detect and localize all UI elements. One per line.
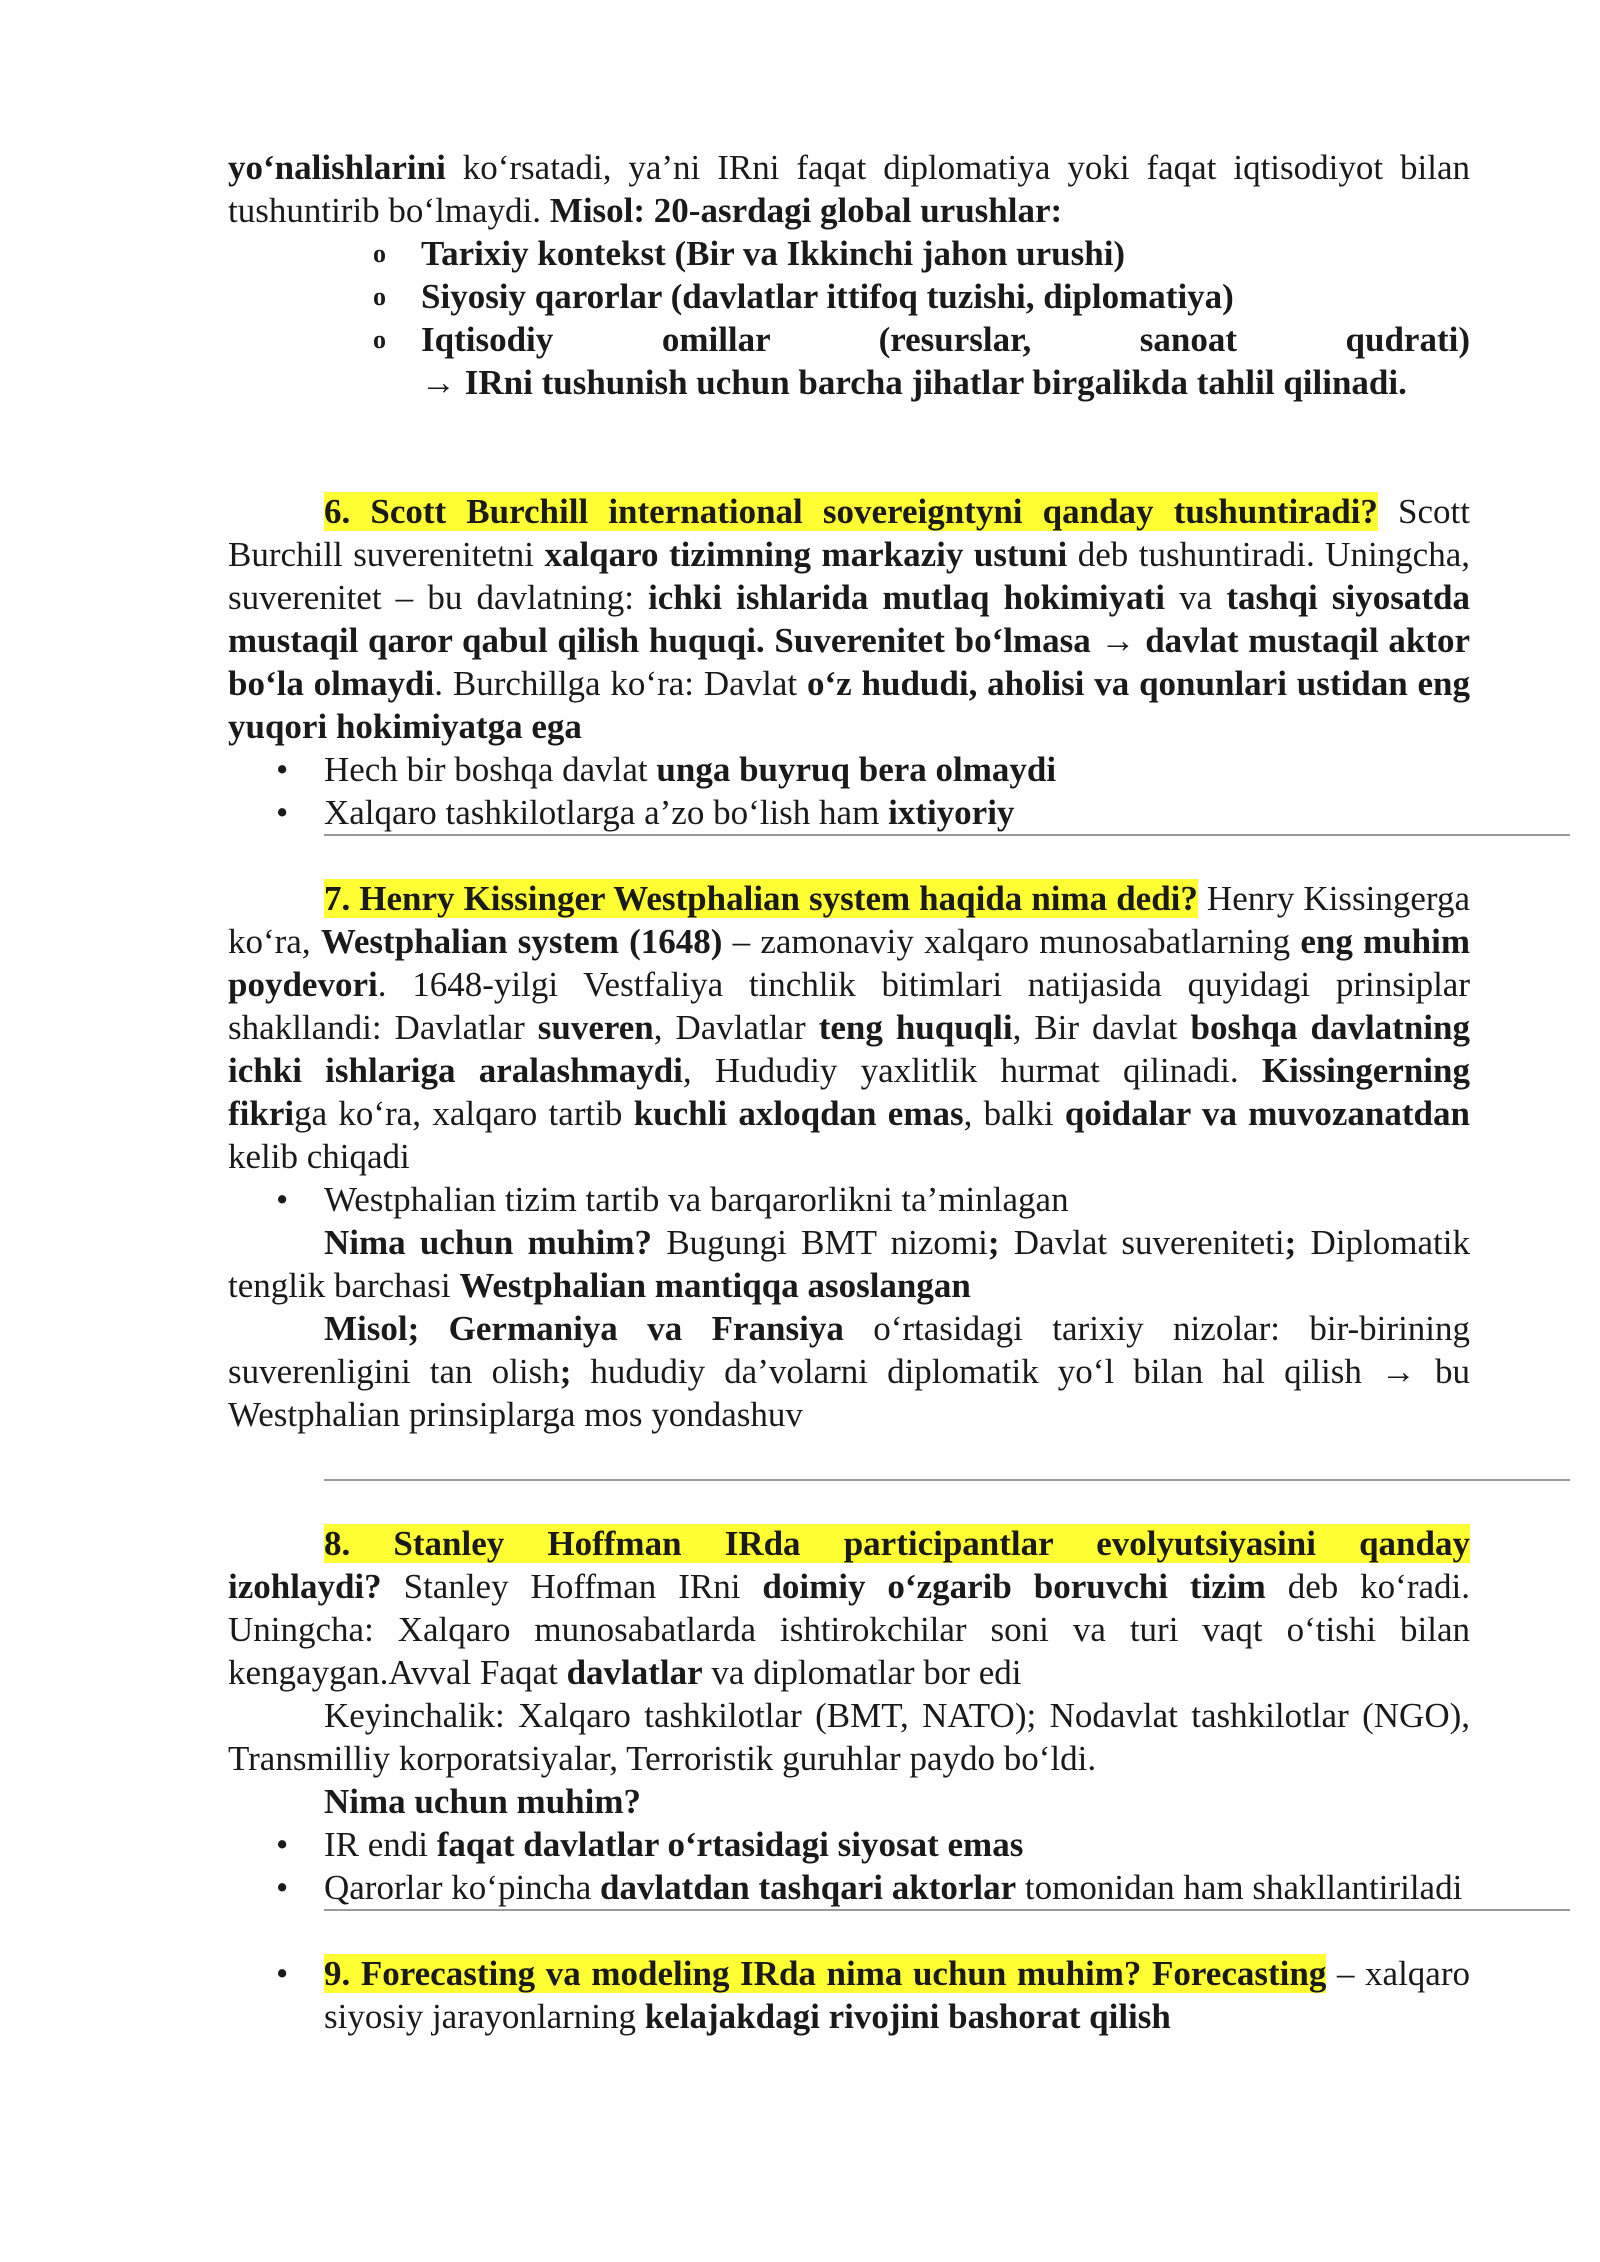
text: Keyinchalik: Xalqaro tashkilotlar (BMT, NATO); Nodavlat tashkilotlar (NGO), Transmilliy korporatsiyalar, Terroristik guruhlar paydo bo‘ldi. — [228, 1696, 1470, 1778]
text: ko‘rsatadi, ya’ni IRni faqat diplomatiya yoki faqat iqtisodiyot bilan tushuntirib bo‘lmaydi. — [228, 148, 1470, 230]
bold-term: Kissingerning fikri — [228, 1051, 1470, 1133]
bold-term: teng huquqli — [818, 1008, 1013, 1047]
q6-bullets — [228, 748, 1470, 834]
q7-paragraph — [228, 877, 1470, 1178]
bold-term: xalqaro tizimning markaziy ustuni — [544, 535, 1068, 574]
text: Xalqaro tashkilotlarga a’zo bo‘lish ham — [324, 793, 889, 832]
bullet-dot-icon: • — [276, 1180, 289, 1219]
bold-term: Misol; Germaniya va Fransiya — [324, 1309, 844, 1348]
bold-term: tashqi siyosatda mustaqil qaror qabul qilish huquqi. Suverenitet bo‘lmasa → davlat mustaqil aktor bo‘la olmaydi — [228, 578, 1470, 703]
list-item — [228, 1952, 1470, 2038]
bullet-dot-icon: • — [276, 1868, 289, 1907]
text: o‘rtasidagi tarixiy nizolar: bir-birining suverenligini tan olish — [228, 1309, 1471, 1391]
text: Stanley Hoffman IRni — [381, 1567, 763, 1606]
bold-term: Westphalian system (1648) — [320, 922, 723, 961]
q6-paragraph — [228, 490, 1470, 748]
conclusion-text: → IRni tushunish uchun barcha jihatlar birgalikda tahlil qilinadi. — [421, 363, 1407, 402]
text: – xalqaro siyosiy jarayonlarning — [324, 1954, 1470, 2036]
bold-term: boshqa davlatning ichki ishlariga aralashmaydi — [228, 1008, 1470, 1090]
q7-bullets — [228, 1178, 1470, 1221]
bold-term: davlatlar — [566, 1653, 703, 1692]
bold-term: izohlaydi? — [228, 1567, 382, 1606]
text: Westphalian tizim tartib va barqarorlikni ta’minlagan — [324, 1180, 1069, 1219]
text: Qarorlar ko‘pincha — [324, 1868, 600, 1907]
text: va — [1165, 578, 1227, 617]
q8-bullets — [228, 1823, 1470, 1909]
text: , Davlatlar — [653, 1008, 819, 1047]
q8-heading: 8. Stanley Hoffman IRda participantlar evolyutsiyasini qanday — [324, 1524, 1470, 1563]
circle-bullet-icon: o — [373, 325, 386, 354]
list-item — [373, 275, 1470, 318]
list-item-text: Iqtisodiy omillar (resurslar, sanoat qudrati) — [421, 320, 1470, 359]
text: kelib chiqadi — [228, 1137, 410, 1176]
q8-why-heading — [228, 1780, 1470, 1823]
q8-paragraph — [228, 1565, 1470, 1694]
bold-term: yo‘nalishlarini — [228, 148, 446, 187]
bold-term: ichki ishlarida mutlaq hokimiyati — [648, 578, 1166, 617]
bullet-dot-icon: • — [276, 1825, 289, 1864]
bold-term: Misol: 20-asrdagi global urushlar: — [549, 191, 1063, 230]
list-item — [228, 748, 1470, 791]
circle-bullet-icon: o — [373, 282, 386, 311]
q8-heading-line — [228, 1522, 1470, 1565]
bullet-dot-icon: • — [276, 1954, 289, 1993]
separator: ; — [1284, 1223, 1297, 1262]
text: va diplomatlar bor edi — [702, 1653, 1022, 1692]
text: Diplomatik tenglik barchasi — [228, 1223, 1470, 1305]
text: , balki — [963, 1094, 1065, 1133]
list-item-text: Siyosiy qarorlar (davlatlar ittifoq tuzishi, diplomatiya) — [421, 277, 1234, 316]
circle-bullet-icon: o — [373, 239, 386, 268]
list-item — [373, 318, 1470, 361]
q6-heading: 6. Scott Burchill international sovereigntyni qanday tushuntiradi? — [324, 492, 1378, 531]
separator: ; — [987, 1223, 1000, 1262]
list-item-text: Tarixiy kontekst (Bir va Ikkinchi jahon urushi) — [421, 234, 1126, 273]
bold-term: Nima uchun muhim? — [324, 1782, 642, 1821]
bold-term: ixtiyoriy — [888, 793, 1015, 832]
bold-term: unga buyruq bera olmaydi — [656, 750, 1057, 789]
list-conclusion — [373, 361, 1470, 404]
bold-term: eng muhim poydevori — [228, 922, 1471, 1004]
text: – zamonaviy xalqaro munosabatlarning — [722, 922, 1301, 961]
q8-later-paragraph — [228, 1694, 1470, 1780]
bold-term: o‘z hududi, aholisi va qonunlari ustidan eng yuqori hokimiyatga ega — [228, 664, 1471, 746]
bold-term: kuchli axloqdan emas — [633, 1094, 964, 1133]
text: deb tushuntiradi. Uningcha, suverenitet – bu davlatning: — [228, 535, 1471, 617]
bullet-dot-icon: • — [276, 793, 289, 832]
bold-term: kelajakdagi rivojini bashorat qilish — [644, 1997, 1171, 2036]
bold-term: qoidalar va muvozanatdan — [1064, 1094, 1470, 1133]
list-item — [228, 1178, 1470, 1221]
text: ga ko‘ra, xalqaro tartib — [294, 1094, 634, 1133]
q9-bullets — [228, 1952, 1470, 2038]
text: . 1648-yilgi Vestfaliya tinchlik bitimlari natijasida quyidagi prinsiplar shakllandi: Davlatlar — [228, 965, 1470, 1047]
intro-paragraph — [228, 146, 1470, 232]
q7-why-paragraph — [228, 1221, 1470, 1307]
text: hududiy da’volarni diplomatik yo‘l bilan hal qilish → bu Westphalian prinsiplarga mos yondashuv — [228, 1352, 1470, 1434]
separator: ; — [559, 1352, 572, 1391]
q9-heading: 9. Forecasting va modeling IRda nima uchun muhim? Forecasting — [324, 1954, 1327, 1993]
bold-term: suveren — [537, 1008, 654, 1047]
bold-term: davlatdan tashqari aktorlar — [599, 1868, 1017, 1907]
bold-term: faqat davlatlar o‘rtasidagi siyosat emas — [436, 1825, 1024, 1864]
text: Davlat suvereniteti — [999, 1223, 1285, 1262]
bold-term: Nima uchun muhim? — [324, 1223, 653, 1262]
bold-term: Westphalian mantiqqa asoslangan — [459, 1266, 971, 1305]
text: IR endi — [324, 1825, 437, 1864]
page-content — [228, 146, 1470, 2038]
text: . Burchillga ko‘ra: Davlat — [434, 664, 807, 703]
bullet-dot-icon: • — [276, 750, 289, 789]
text: Hech bir boshqa davlat — [324, 750, 657, 789]
example-list — [228, 232, 1470, 404]
list-item — [228, 1866, 1470, 1909]
text: , Hududiy yaxlitlik hurmat qilinadi. — [682, 1051, 1262, 1090]
text: Scott Burchill suverenitetni — [228, 492, 1470, 574]
q7-example-paragraph — [228, 1307, 1470, 1436]
text: Bugungi BMT nizomi — [652, 1223, 988, 1262]
list-item — [373, 232, 1470, 275]
text: Henry Kissingerga ko‘ra, — [228, 879, 1470, 961]
bold-term: doimiy o‘zgarib boruvchi tizim — [762, 1567, 1266, 1606]
text: , Bir davlat — [1012, 1008, 1191, 1047]
list-item — [228, 1823, 1470, 1866]
text: deb ko‘radi. Uningcha: Xalqaro munosabatlarda ishtirokchilar soni va turi vaqt o‘tishi bilan kengaygan.Avval Faqat — [228, 1567, 1471, 1692]
text: tomonidan ham shakllantiriladi — [1016, 1868, 1463, 1907]
q7-heading: 7. Henry Kissinger Westphalian system haqida nima dedi? — [324, 879, 1198, 918]
list-item — [228, 791, 1470, 834]
